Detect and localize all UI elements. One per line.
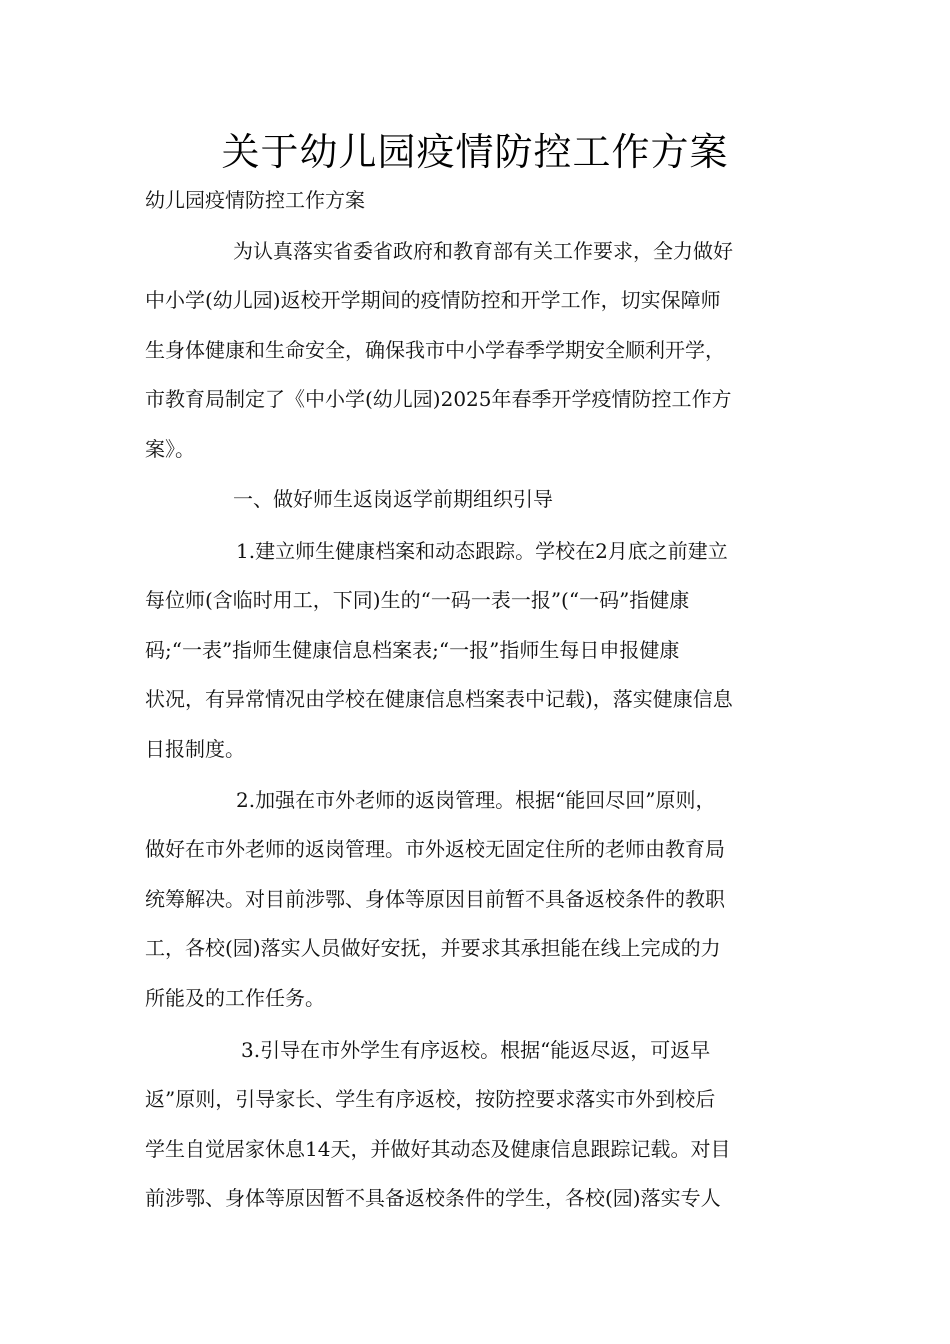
paragraph-line: 返”原则，引导家长、学生有序返校，按防控要求落实市外到校后 <box>145 1087 716 1112</box>
paragraph-line: 日报制度。 <box>145 736 245 761</box>
intro-paragraph <box>145 227 809 474</box>
item-1-paragraph <box>145 527 809 774</box>
paragraph-line: 市教育局制定了《中小学(幼儿园)2025年春季开学疫情防控工作方 <box>145 387 732 412</box>
document-title: 关于幼儿园疫情防控工作方案 <box>221 130 729 174</box>
paragraph-line: 状况，有异常情况由学校在健康信息档案表中记载)，落实健康信息 <box>145 687 733 712</box>
paragraph-line: 为认真落实省委省政府和教育部有关工作要求，全力做好 <box>233 239 733 263</box>
paragraph-line: 学生自觉居家休息14天，并做好其动态及健康信息跟踪记载。对目 <box>145 1136 731 1161</box>
paragraph-line: 案》。 <box>145 436 195 461</box>
section-heading: 一、做好师生返岗返学前期组织引导 <box>233 487 553 511</box>
paragraph-line: 工，各校(园)落实人员做好安抚，并要求其承担能在线上完成的力 <box>145 936 721 961</box>
paragraph-line: 2.加强在市外老师的返岗管理。根据“能回尽回”原则， <box>236 788 716 812</box>
paragraph-line: 1.建立师生健康档案和动态跟踪。学校在2月底之前建立 <box>236 539 728 563</box>
item-3-paragraph <box>145 1026 809 1224</box>
paragraph-line: 中小学(幼儿园)返校开学期间的疫情防控和开学工作，切实保障师 <box>145 288 721 313</box>
paragraph-line: 生身体健康和生命安全，确保我市中小学春季学期安全顺利开学， <box>145 337 725 362</box>
paragraph-line: 统筹解决。对目前涉鄂、身体等原因目前暂不具备返校条件的教职 <box>145 886 725 911</box>
paragraph-line: 前涉鄂、身体等原因暂不具备返校条件的学生，各校(园)落实专人 <box>145 1186 721 1211</box>
item-2-paragraph <box>145 776 809 1023</box>
paragraph-line: 所能及的工作任务。 <box>145 985 325 1010</box>
document-subtitle: 幼儿园疫情防控工作方案 <box>145 188 365 212</box>
paragraph-line: 每位师(含临时用工，下同)生的“一码一表一报”(“一码”指健康 <box>145 588 690 613</box>
paragraph-line: 3.引导在市外学生有序返校。根据“能返尽返，可返早 <box>241 1038 711 1062</box>
paragraph-line: 做好在市外老师的返岗管理。市外返校无固定住所的老师由教育局 <box>145 837 725 862</box>
paragraph-line: 码;“一表”指师生健康信息档案表;“一报”指师生每日申报健康 <box>145 637 680 662</box>
